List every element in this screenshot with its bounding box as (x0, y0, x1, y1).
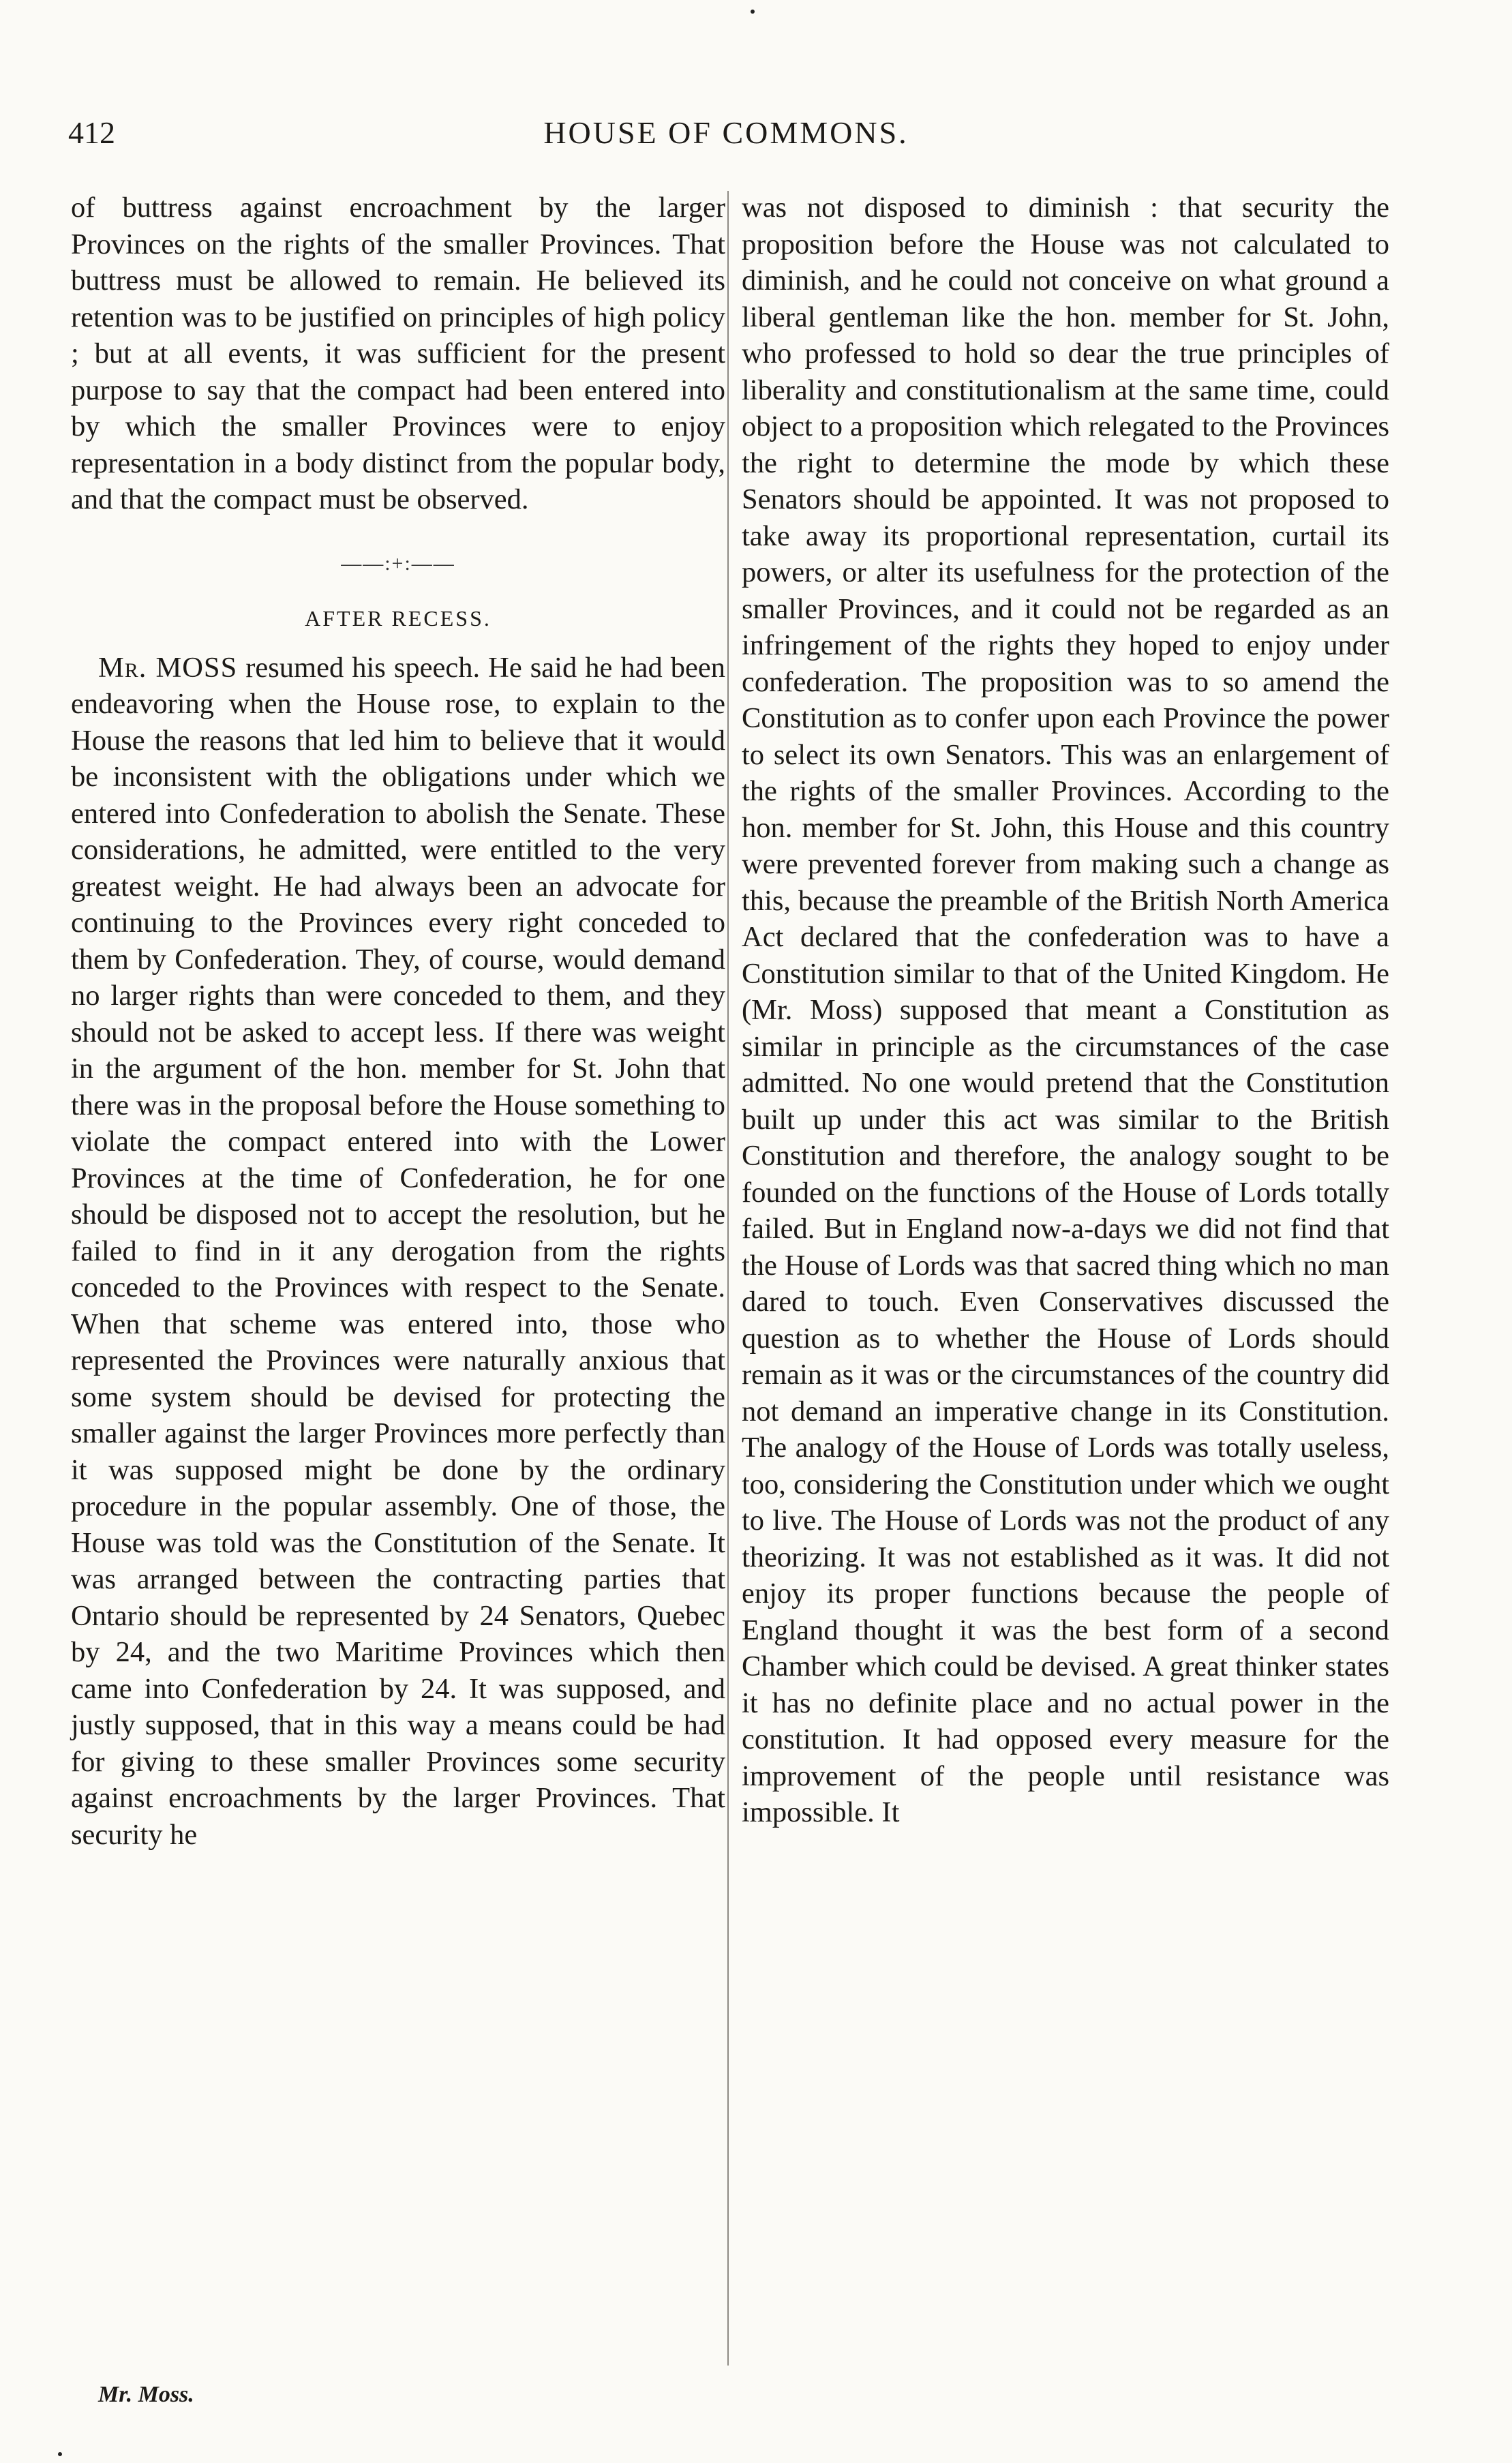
right-paragraph-1: was not disposed to diminish : that security the proposition before the House was not calculated to diminish, and he could not conceive on what ground a liberal gentleman like the hon. member for St. John, who professed to hold so dear the true principles of liberality and constitutionalism at the same time, could object to a proposition which relegated to the Provinces the right to determine the mode by which these Senators should be appointed. It was not proposed to take away its proportional representation, curtail its powers, or alter its usefulness for the protection of the smaller Provinces, and it could not be regarded as an infringement of the rights they hoped to enjoy under confederation. The proposition was to so amend the Constitution as to confer upon each Province the power to select its own Senators. This was an enlargement of the rights of the smaller Provinces. According to the hon. member for St. John, this House and this country were prevented forever from making such a change as this, because the preamble of the British North America Act declared that the confederation was to have a Constitution similar to that of the United Kingdom. He (Mr. Moss) supposed that meant a Constitution as similar in principle as the circumstances of the case admitted. No one would pretend that the Constitution built up under this act was similar to the British Constitution and therefore, the analogy sought to be founded on the functions of the House of Lords totally failed. But in England now-a-days we did not find that the House of Lords was that sacred thing which no man dared to touch. Even Conservatives discussed the question as to whether the House of Lords should remain as it was or the circumstances of the country did not demand an imperative change in its Constitution. The analogy of the House of Lords was totally useless, too, considering the Constitution under which we ought to live. The House of Lords was not the product of any theorizing. It was not established as it was. It did not enjoy its proper functions because the people of England thought it was the best form of a second Chamber which could be devised. A great thinker states it has no definite place and no actual power in the constitution. It had opposed every measure for the improvement of the people until resistance was impossible. It (742, 192, 1389, 1828)
page-number: 412 (68, 115, 115, 150)
section-divider: ——:+:—— (341, 551, 455, 575)
section-heading: AFTER RECESS. (305, 606, 492, 631)
scan-mark-dot-top (751, 10, 755, 14)
right-column (742, 190, 1389, 1831)
column-rule (727, 191, 729, 2366)
left-paragraph-1: of buttress against encroachment by the larger Provinces on the rights of the smaller Provinces. That buttress must be allowed to remain. He believed its retention was to be justified on principles of high policy ; but at all events, it was sufficient for the present purpose to say that the compact had been entered into by which the smaller Provinces were to enjoy representation in a body distinct from the popular body, and that the compact must be observed. (71, 192, 725, 515)
scan-mark-dot-bottom (58, 2452, 62, 2456)
speaker-name: Mr. MOSS (98, 651, 238, 684)
page-header (68, 115, 1384, 169)
running-head: HOUSE OF COMMONS. (543, 115, 909, 150)
footer-speaker: Mr. Moss. (98, 2382, 194, 2407)
left-column (71, 190, 725, 1853)
left-paragraph-2 (71, 650, 725, 1854)
left-paragraph-2-text: resumed his speech. He said he had been endeavoring when the House rose, to explain to the House the reasons that led him to believe that it would be inconsistent with the obligations under which we entered into Confederation to abolish the Senate. These considerations, he admitted, were entitled to the very greatest weight. He had always been an advocate for continuing to the Provinces every right conceded to them by Confederation. They, of course, would demand no larger rights than were conceded to them, and they should not be asked to accept less. If there was weight in the argument of the hon. member for St. John that there was in the proposal before the House something to violate the compact entered into with the Lower Provinces at the time of Confederation, he for one should be disposed not to accept the resolution, but he failed to find in it any derogation from the rights conceded to the Provinces with respect to the Senate. When that scheme was entered into, those who represented the Provinces were naturally anxious that some system should be devised for protecting the smaller against the larger Provinces more perfectly than it was supposed might be done by the ordinary procedure in the popular assembly. One of those, the House was told was the Constitution of the Senate. It was arranged between the contracting parties that Ontario should be represented by 24 Senators, Quebec by 24, and the two Maritime Provinces which then came into Confederation by 24. It was supposed, and justly supposed, that in this way a means could be had for giving to these smaller Provinces some security against encroachments by the larger Provinces. That security he (71, 651, 725, 1851)
